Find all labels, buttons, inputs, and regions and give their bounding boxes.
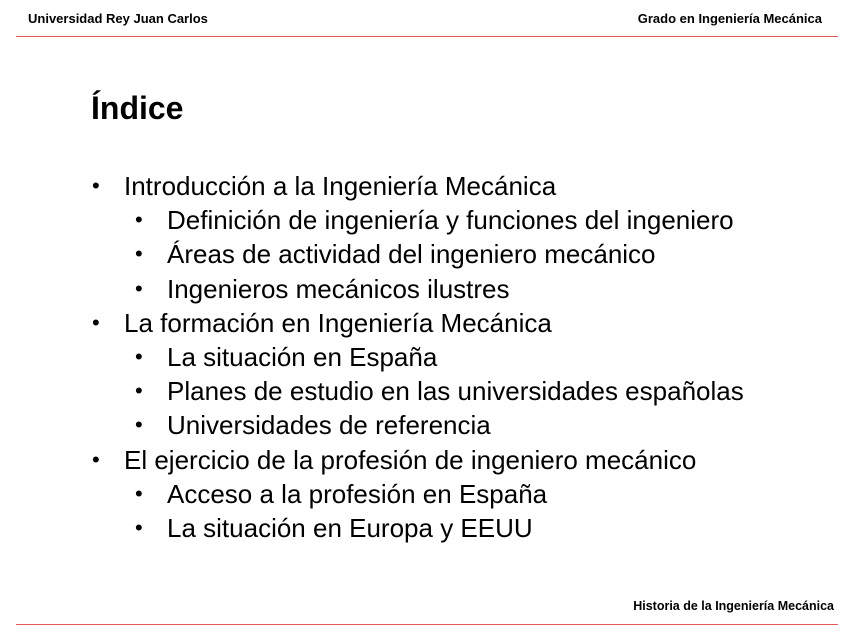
header-divider — [16, 36, 838, 37]
bullet-icon: • — [135, 412, 143, 438]
toc-item-text: La situación en España — [167, 342, 438, 373]
toc-subsection — [91, 340, 744, 374]
toc-item-text: Definición de ingeniería y funciones del ingeniero — [167, 205, 734, 236]
slide-title: Índice — [91, 90, 184, 126]
bullet-icon: • — [135, 241, 143, 267]
header-institution: Universidad Rey Juan Carlos — [28, 11, 208, 26]
toc-subsection — [91, 237, 744, 271]
table-of-contents — [91, 169, 744, 545]
footer-divider — [16, 624, 838, 625]
footer-course: Historia de la Ingeniería Mecánica — [633, 599, 834, 613]
toc-subsection — [91, 408, 744, 442]
toc-item-text: Planes de estudio en las universidades españolas — [167, 376, 744, 407]
bullet-icon: • — [135, 207, 143, 233]
toc-subsection — [91, 374, 744, 408]
toc-subsection — [91, 272, 744, 306]
bullet-icon: • — [135, 480, 143, 506]
toc-item-text: Áreas de actividad del ingeniero mecánico — [167, 239, 656, 270]
toc-item-text: Ingenieros mecánicos ilustres — [167, 273, 510, 304]
bullet-icon: • — [135, 344, 143, 370]
toc-item-text: Acceso a la profesión en España — [167, 478, 548, 509]
bullet-icon: • — [92, 446, 100, 472]
bullet-icon: • — [135, 275, 143, 301]
bullet-icon: • — [92, 173, 100, 198]
toc-section — [91, 306, 744, 340]
toc-subsection — [91, 477, 744, 511]
header-degree: Grado en Ingeniería Mecánica — [637, 11, 822, 26]
bullet-icon: • — [92, 309, 100, 335]
bullet-icon: • — [135, 378, 143, 404]
toc-item-text: La formación en Ingeniería Mecánica — [124, 307, 552, 338]
toc-item-text: Universidades de referencia — [167, 410, 491, 441]
toc-section — [91, 169, 744, 203]
bullet-icon: • — [135, 515, 143, 541]
toc-subsection — [91, 511, 744, 545]
toc-section — [91, 443, 744, 477]
toc-item-text: El ejercicio de la profesión de ingeniero mecánico — [124, 444, 697, 475]
toc-item-text: La situación en Europa y EEUU — [167, 513, 533, 544]
toc-subsection — [91, 203, 744, 237]
toc-item-text: Introducción a la Ingeniería Mecánica — [124, 171, 557, 201]
